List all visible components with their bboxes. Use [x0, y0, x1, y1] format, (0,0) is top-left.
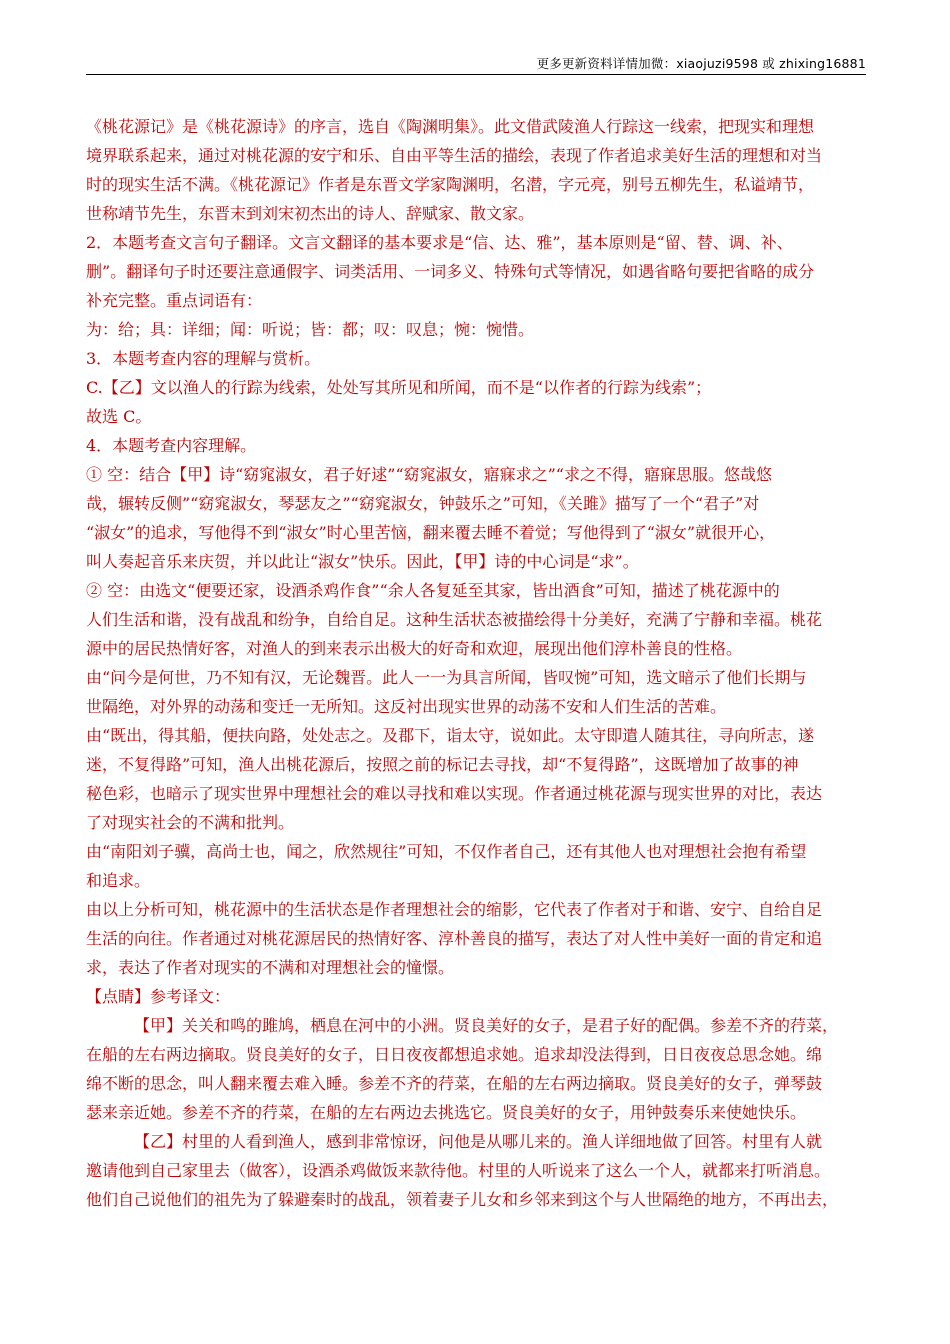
text-line: 求，表达了作者对现实的不满和对理想社会的憧憬。: [86, 958, 455, 977]
text-line: 人们生活和谐，没有战乱和纷争，自给自足。这种生活状态被描绘得十分美好，充满了宁静和幸福。桃花: [86, 610, 823, 629]
text-line: ① 空：结合【甲】诗“窈窕淑女，君子好逑”“窈窕淑女，寤寐求之”“求之不得，寤寐思服。悠哉悠: [86, 465, 772, 484]
text-line: 了对现实社会的不满和批判。: [86, 813, 295, 832]
text-line: 境界联系起来，通过对桃花源的安宁和乐、自由平等生活的描绘，表现了作者追求美好生活的理想和对当: [86, 146, 823, 165]
text-line: 瑟来亲近她。参差不齐的荇菜，在船的左右两边去挑选它。贤良美好的女子，用钟鼓奏乐来使她快乐。: [86, 1103, 807, 1122]
text-line: C.【乙】文以渔人的行踪为线索，处处写其所见和所闻，而不是“以作者的行踪为线索”；: [86, 378, 712, 397]
text-line: 秘色彩，也暗示了现实世界中理想社会的难以寻找和难以实现。作者通过桃花源与现实世界的对比，表达: [86, 784, 823, 803]
text-line: 【点睛】参考译文：: [86, 987, 231, 1006]
text-line: 和追求。: [86, 871, 151, 890]
text-line: 生活的向往。作者通过对桃花源居民的热情好客、淳朴善良的描写，表达了对人性中美好一面的肯定和追: [86, 929, 823, 948]
text-line: 世隔绝，对外界的动荡和变迁一无所知。这反衬出现实世界的动荡不安和人们生活的苦难。: [86, 697, 727, 716]
text-line: 邀请他到自己家里去（做客），设酒杀鸡做饭来款待他。村里的人听说来了这么一个人，就都来打听消息。: [86, 1161, 831, 1180]
text-line: 哉，辗转反侧”“窈窕淑女，琴瑟友之”“窈窕淑女，钟鼓乐之”可知，《关雎》描写了一个“君子”对: [86, 494, 760, 513]
text-line: 迷，不复得路”可知，渔人出桃花源后，按照之前的标记去寻找，却“不复得路”，这既增加了故事的神: [86, 755, 799, 774]
document-body: [86, 112, 864, 1214]
text-line: 删”。翻译句子时还要注意通假字、词类活用、一词多义、特殊句式等情况，如遇省略句要把省略的成分: [86, 262, 815, 281]
text-line: 由以上分析可知，桃花源中的生活状态是作者理想社会的缩影，它代表了作者对于和谐、安宁、自给自足: [86, 900, 823, 919]
text-line: ② 空：由选文“便要还家，设酒杀鸡作食”“余人各复延至其家，皆出酒食”可知，描述了桃花源中的: [86, 581, 780, 600]
text-line: “淑女”的追求，写他得不到“淑女”时心里苦恼，翻来覆去睡不着觉；写他得到了“淑女”就很开心，: [86, 523, 776, 542]
text-line: 4．本题考查内容理解。: [86, 436, 257, 455]
text-line: 为：给；具：详细；闻：听说；皆：都；叹：叹息；惋：惋惜。: [86, 320, 535, 339]
text-line: 时的现实生活不满。《桃花源记》作者是东晋文学家陶渊明，名潜，字元亮，别号五柳先生，私谥靖节，: [86, 175, 815, 194]
text-line: 补充完整。重点词语有：: [86, 291, 263, 310]
text-line: 叫人奏起音乐来庆贺，并以此让“淑女”快乐。因此，【甲】诗的中心词是“求”。: [86, 552, 639, 571]
text-line: 【甲】关关和鸣的雎鸠，栖息在河中的小洲。贤良美好的女子，是君子好的配偶。参差不齐的荇菜，: [134, 1016, 839, 1035]
text-line: 【乙】村里的人看到渔人，感到非常惊讶，问他是从哪儿来的。渔人详细地做了回答。村里有人就: [134, 1132, 823, 1151]
text-line: 他们自己说他们的祖先为了躲避秦时的战乱，领着妻子儿女和乡邻来到这个与人世隔绝的地方，不再出去，: [86, 1190, 839, 1209]
text-line: 在船的左右两边摘取。贤良美好的女子，日日夜夜都想追求她。追求却没法得到，日日夜夜总思念她。绵: [86, 1045, 823, 1064]
text-line: 世称靖节先生，东晋末到刘宋初杰出的诗人、辞赋家、散文家。: [86, 204, 535, 223]
text-line: 故选 C。: [86, 407, 152, 426]
page-header: [86, 52, 866, 75]
text-line: 2．本题考查文言句子翻译。文言文翻译的基本要求是“信、达、雅”，基本原则是“留、替、调、补、: [86, 233, 793, 252]
text-line: 《桃花源记》是《桃花源诗》的序言，选自《陶渊明集》。此文借武陵渔人行踪这一线索，把现实和理想: [86, 117, 815, 136]
text-line: 3．本题考查内容的理解与赏析。: [86, 349, 321, 368]
text-line: 由“问今是何世，乃不知有汉，无论魏晋。此人一一为具言所闻，皆叹惋”可知，选文暗示了他们长期与: [86, 668, 807, 687]
header-text: 更多更新资料详情加微：xiaojuzi9598 或 zhixing16881: [536, 56, 866, 71]
text-line: 绵不断的思念，叫人翻来覆去难入睡。参差不齐的荇菜，在船的左右两边摘取。贤良美好的女子，弹琴鼓: [86, 1074, 823, 1093]
text-line: 由“南阳刘子骥，高尚士也，闻之，欣然规往”可知，不仅作者自己，还有其他人也对理想社会抱有希望: [86, 842, 807, 861]
text-line: 源中的居民热情好客，对渔人的到来表示出极大的好奇和欢迎，展现出他们淳朴善良的性格。: [86, 639, 743, 658]
text-line: 由“既出，得其船，便扶向路，处处志之。及郡下，诣太守，说如此。太守即遣人随其往，寻向所志，遂: [86, 726, 815, 745]
